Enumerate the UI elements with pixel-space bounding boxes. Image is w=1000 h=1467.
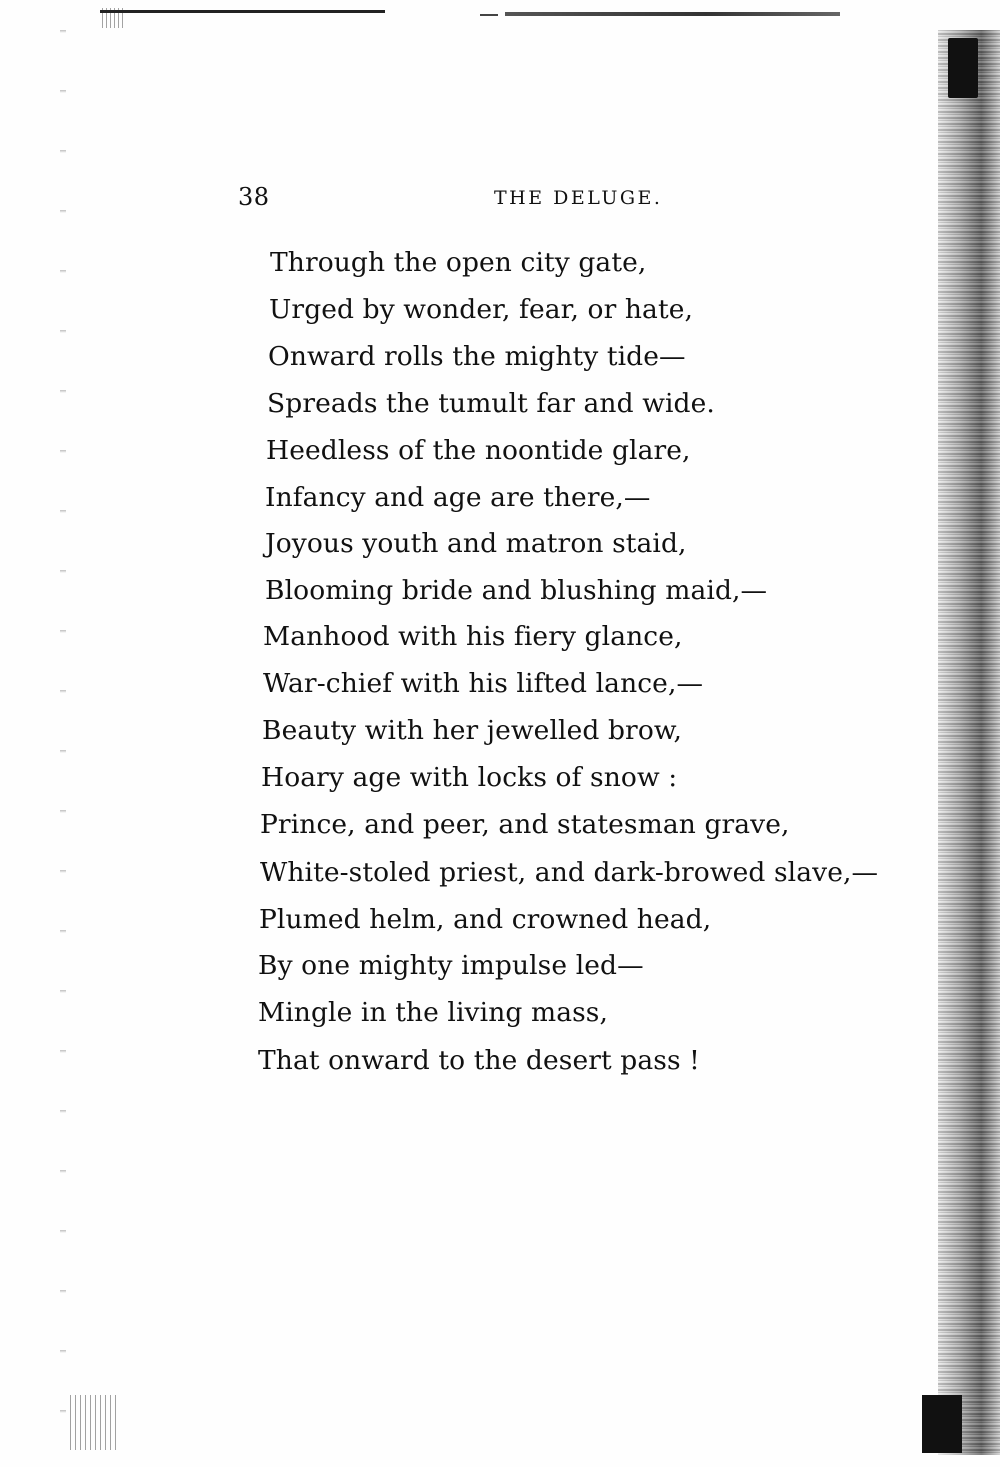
page-number: 38 <box>238 183 270 211</box>
binding-dark-top <box>948 38 978 98</box>
poem-line: White-stoled priest, and dark-browed slave,— <box>260 857 879 888</box>
poem-line: Beauty with her jewelled brow, <box>262 715 683 746</box>
scan-artifact-bottom-left <box>70 1395 118 1450</box>
poem-line: Mingle in the living mass, <box>258 997 609 1028</box>
poem-line: Prince, and peer, and statesman grave, <box>260 809 790 840</box>
poem-line: Hoary age with locks of snow : <box>261 762 678 793</box>
poem-line: Onward rolls the mighty tide— <box>268 341 686 372</box>
binding-dark-bottom <box>922 1395 962 1453</box>
top-rule-right <box>505 12 840 16</box>
poem-line: Infancy and age are there,— <box>265 482 651 513</box>
poem-line: Urged by wonder, fear, or hate, <box>269 294 694 325</box>
running-head <box>238 183 678 217</box>
poem-line: War-chief with his lifted lance,— <box>263 668 704 699</box>
left-edge-speckle <box>60 30 66 1430</box>
binding-shadow <box>938 30 1000 1455</box>
poem-line: Plumed helm, and crowned head, <box>259 904 712 935</box>
running-title: THE DELUGE. <box>494 187 663 209</box>
poem-line: Manhood with his fiery glance, <box>263 621 683 652</box>
poem-line: Joyous youth and matron staid, <box>265 528 687 559</box>
poem-line: That onward to the desert pass ! <box>258 1045 700 1076</box>
top-rule-dash <box>480 14 498 16</box>
poem-line: Blooming bride and blushing maid,— <box>265 575 768 606</box>
poem-line: Spreads the tumult far and wide. <box>267 388 715 419</box>
poem-line: By one mighty impulse led— <box>258 950 644 981</box>
poem-line: Through the open city gate, <box>270 247 647 278</box>
poem-line: Heedless of the noontide glare, <box>266 435 691 466</box>
top-rule-left <box>100 10 385 13</box>
